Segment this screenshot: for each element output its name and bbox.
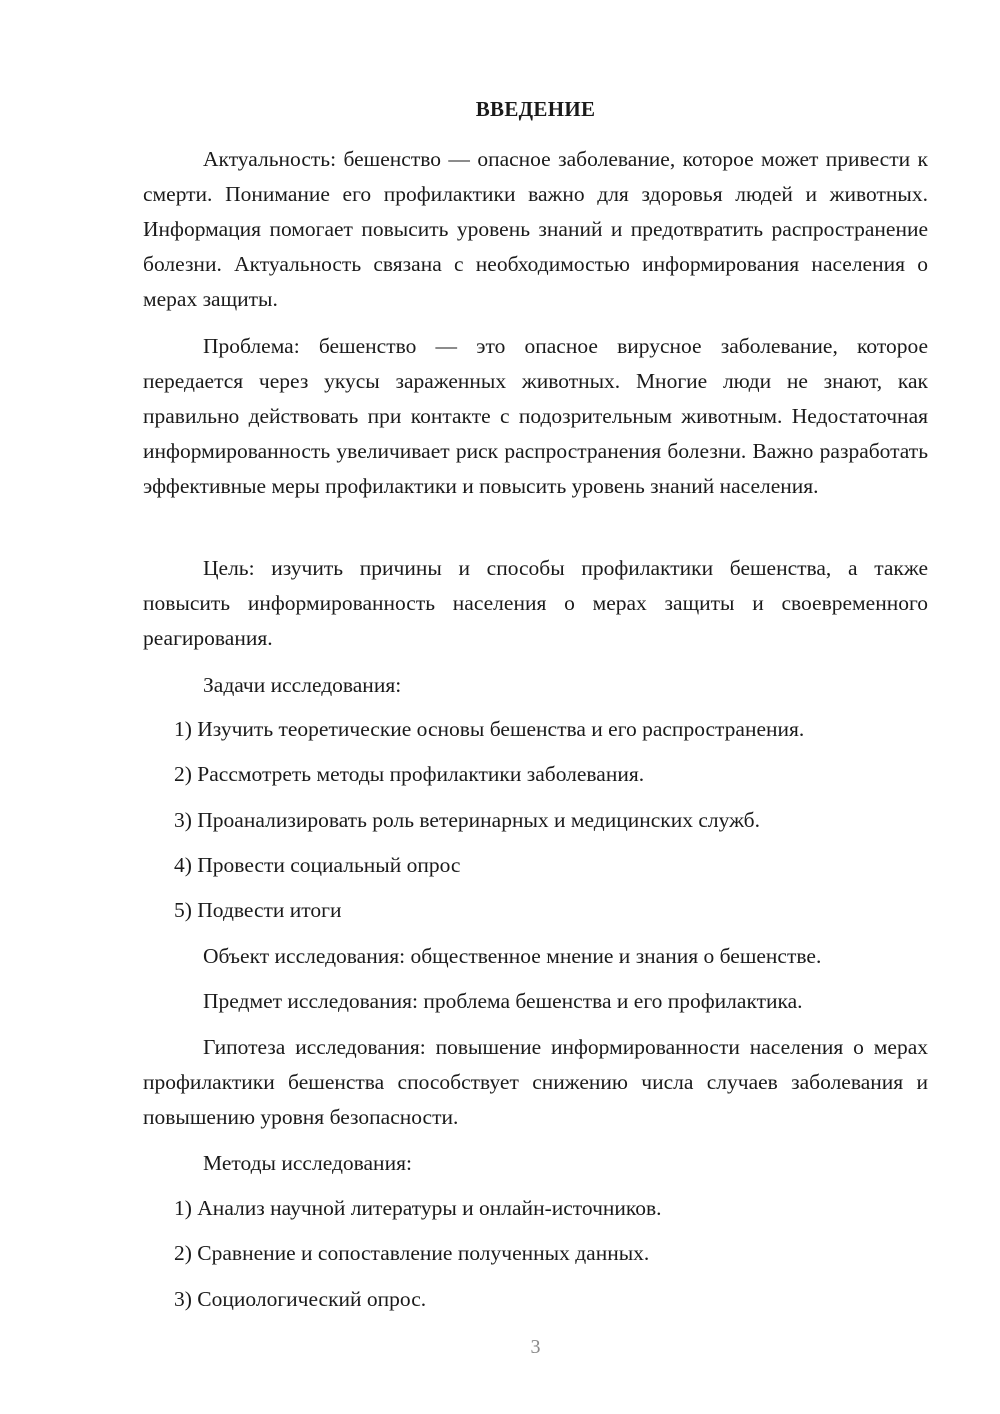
method-item: 1) Анализ научной литературы и онлайн-источников.	[174, 1196, 662, 1220]
task-item: 3) Проанализировать роль ветеринарных и медицинских служб.	[174, 808, 760, 832]
document-page	[143, 0, 928, 1414]
task-item: 5) Подвести итоги	[174, 898, 342, 922]
task-item: 2) Рассмотреть методы профилактики заболевания.	[174, 762, 645, 786]
page-number: 3	[530, 1336, 541, 1358]
method-item: 2) Сравнение и сопоставление полученных данных.	[174, 1241, 650, 1265]
paragraph-goal: Цель: изучить причины и способы профилактики бешенства, а также повысить информированность населения о мерах защиты и своевременного реагирования.	[143, 556, 928, 650]
methods-heading: Методы исследования:	[203, 1151, 412, 1175]
paragraph-hypothesis: Гипотеза исследования: повышение информированности населения о мерах профилактики бешенства способствует снижению числа случаев заболевания и повышению уровня безопасности.	[143, 1035, 928, 1129]
method-item: 3) Социологический опрос.	[174, 1287, 427, 1311]
task-item: 1) Изучить теоретические основы бешенства и его распространения.	[174, 717, 805, 741]
research-subject: Предмет исследования: проблема бешенства и его профилактика.	[203, 989, 803, 1013]
paragraph-problem: Проблема: бешенство — это опасное вирусное заболевание, которое передается через укусы зараженных животных. Многие люди не знают, как правильно действовать при контакте с подозрительным животным. Недостаточная информированность увеличивает риск распространения болезни. Важно разработать эффективные меры профилактики и повысить уровень знаний населения.	[143, 334, 928, 498]
task-item: 4) Провести социальный опрос	[174, 853, 461, 877]
research-object: Объект исследования: общественное мнение и знания о бешенстве.	[203, 944, 822, 968]
section-title: ВВЕДЕНИЕ	[475, 97, 596, 121]
paragraph-relevance: Актуальность: бешенство — опасное заболевание, которое может привести к смерти. Понимание его профилактики важно для здоровья людей и животных. Информация помогает повысить уровень знаний и предотвратить распространение болезни. Актуальность связана с необходимостью информирования населения о мерах защиты.	[143, 147, 928, 311]
tasks-heading: Задачи исследования:	[203, 673, 402, 697]
